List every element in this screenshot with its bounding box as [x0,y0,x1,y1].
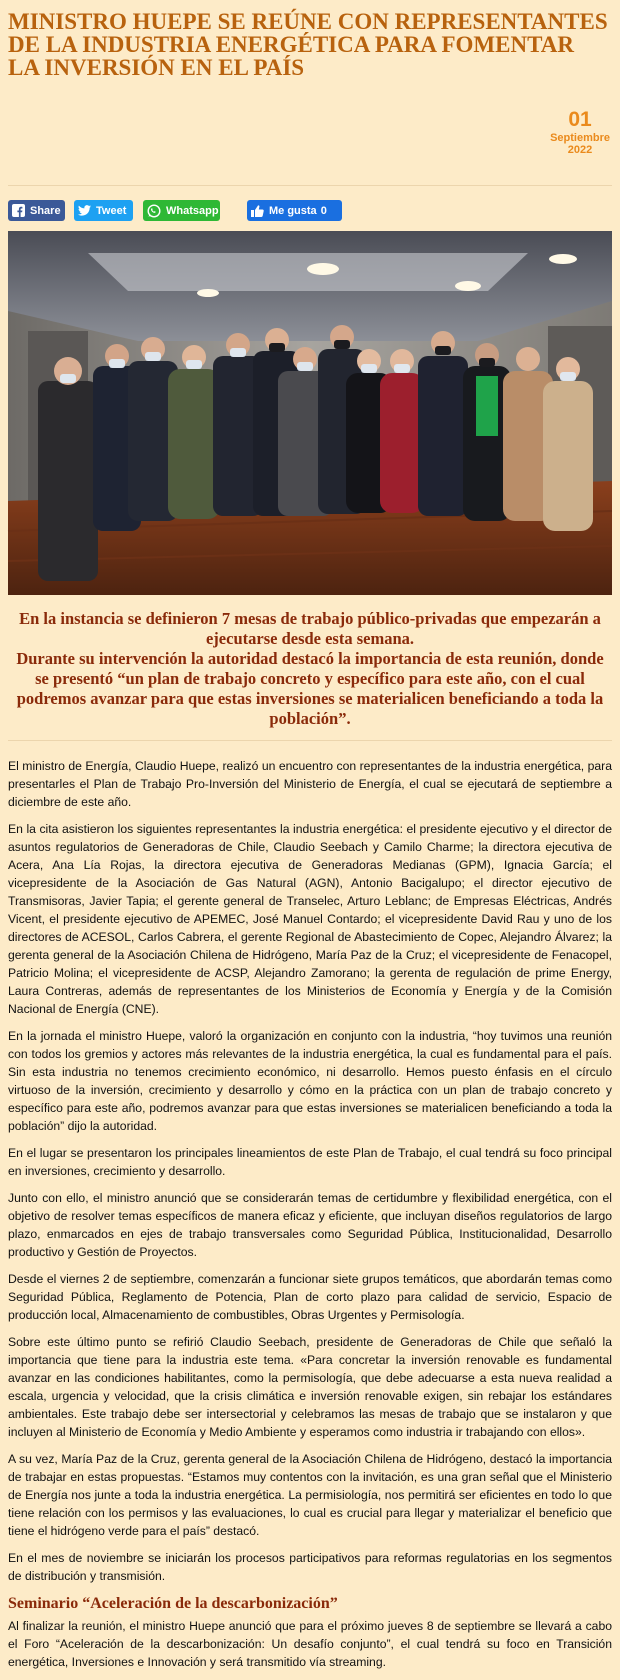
body-paragraph: El ministro de Energía, Claudio Huepe, realizó un encuentro con representantes de la industria energética, para presentarles el Plan de Trabajo Pro-Inversión del Ministerio de Energía, el cual se ejecutará de septiembre a diciembre de este año. [8,759,612,809]
like-label: Me gusta [269,204,317,217]
whatsapp-icon [147,204,161,218]
article-body [8,757,612,1680]
like-count: 0 [320,204,327,217]
lead-line-1: En la instancia se definieron 7 mesas de trabajo público-privadas que empezarán a ejecutarse desde esta semana. [19,609,601,648]
body-paragraph: Junto con ello, el ministro anunció que se considerarán temas de certidumbre y flexibilidad energética, con el objetivo de resolver temas específicos de manera eficaz y eficiente, que incluyan diseños regulatorios de largo plazo, enmarcados en ejes de trabajo transversales como Seguridad Pública, Institucionalidad, Desarrollo productivo y Gestión de Proyectos. [8,1191,612,1259]
thumbs-up-icon [251,205,264,217]
twitter-share-label: Tweet [96,204,127,217]
body-paragraph: Sobre este último punto se refirió Claudio Seebach, presidente de Generadoras de Chile que señaló la importancia que tiene para la industria este tema. «Para concretar la inversión renovable es fundamental avanzar en las condiciones habilitantes, como la permisología, que debe adecuarse a esta nueva realidad a escala, urgencia y velocidad, que la crisis climática e inversión renovable exigen, sin rebajar los estándares ambientales. Este trabajo debe ser intersectorial y celebramos las mesas de trabajo que se instalaron y que incluyen al Ministerio de Economía y Medio Ambiente y esperamos como industria ir trabajando con ellos». [8,1335,612,1439]
seminar-subheading: Seminario “Aceleración de la descarbonización” [8,1595,338,1612]
body-paragraph: A su vez, María Paz de la Cruz, gerenta general de la Asociación Chilena de Hidrógeno, destacó la importancia de trabajar en estas propuestas. “Estamos muy contentos con la invitación, es una gran señal que el Ministerio de Energía nos junte a toda la industria energética. La permisiología, nos permitirá ser eficientes en todo lo que tiene relación con los permisos y las evaluaciones, lo cual es crucial para llegar y materializar el beneficio que tiene el hidrógeno verde para el país” destacó. [8,1452,612,1538]
twitter-icon [78,205,91,216]
whatsapp-share-button[interactable] [143,200,220,221]
divider [8,740,612,741]
facebook-icon [12,204,25,217]
body-paragraph: Desde el viernes 2 de septiembre, comenzarán a funcionar siete grupos temáticos, que abordarán temas como Seguridad Pública, Reglamento de Potencia, Plan de corto plazo para calidad de servicio, Espacio de producción local, Almacenamiento de combustibles, Obras Urgentes y Permisología. [8,1272,612,1322]
body-paragraph: En la jornada el ministro Huepe, valoró la organización en conjunto con la industria, “hoy tuvimos una reunión con todos los gremios y actores más relevantes de la industria energética, la cual es fundamental para el país. Sin esta industria no tenemos crecimiento económico, ni desarrollo. Hemos puesto énfasis en el círculo virtuoso de la inversión, crecimiento y desarrollo y cómo en la práctica con un plan de trabajo concreto y específico para este año, podremos avanzar para que estas inversiones se materialicen beneficiando a toda la población” dijo la autoridad. [8,1029,612,1133]
group-photo [8,231,612,595]
body-paragraph: En el mes de noviembre se iniciarán los procesos participativos para reformas regulatorias en los segmentos de distribución y transmisión. [8,1551,612,1583]
closing-paragraph: Al finalizar la reunión, el ministro Huepe anunció que para el próximo jueves 8 de septiembre se llevará a cabo el Foro “Aceleración de la descarbonización: Un desafío conjunto”, el cual tendrá su foco en Transición energética, Inversiones e Innovación y será transmitido vía streaming. [8,1619,612,1669]
body-paragraph: En la cita asistieron los siguientes representantes la industria energética: el presidente ejecutivo y el director de asuntos regulatorios de Generadoras de Chile, Claudio Seebach y Camilo Charme; la directora ejecutiva de Acera, Ana Lía Rojas, la directora ejecutiva de Generadoras Medianas (GPM), Ignacia García; el vicepresidente de la Asociación de Gas Natural (AGN), Antonio Bacigalupo; el director ejecutivo de Transmisoras, Javier Tapia; el gerente general de Transelec, Arturo Leblanc; de Empresas Eléctricas, Andrés Vicent, el presidente ejecutivo de APEMEC, José Manuel Contardo; el vicepresidente David Rau y uno de los directores de ACESOL, Carlos Cabrera, el gerente Regional de Abastecimiento de Copec, Alejandro Álvarez; la gerenta general de la Asociación Chilena de Hidrógeno, María Paz de la Cruz; el vicepresidente de Fenacopel, Patricio Molina; el vicepresidente de ACSP, Alejandro Zamorano; la gerenta de regulación de prime Energy, Laura Contreras, además de representantes de los Ministerios de Economía y Energía y de la Comisión Nacional de Energía (CNE). [8,822,612,1016]
article-lead [8,609,612,729]
article-title: MINISTRO HUEPE SE REÚNE CON REPRESENTANTES DE LA INDUSTRIA ENERGÉTICA PARA FOMENTAR LA INVERSIÓN EN EL PAÍS [8,9,608,80]
article-date [550,108,610,156]
date-day: 01 [568,108,592,131]
divider [8,185,612,186]
twitter-share-button[interactable] [74,200,133,221]
facebook-share-label: Share [30,204,61,217]
like-button[interactable] [247,200,342,221]
date-year: 2022 [567,144,593,156]
body-paragraph: En el lugar se presentaron los principales lineamientos de este Plan de Trabajo, el cual tendrá su foco principal en inversiones, crecimiento y desarrollo. [8,1146,612,1178]
whatsapp-share-label: Whatsapp [166,204,219,217]
facebook-share-button[interactable] [8,200,65,221]
lead-line-2: Durante su intervención la autoridad destacó la importancia de esta reunión, donde se presentó “un plan de trabajo concreto y específico para este año, con el cual podremos avanzar para que estas inversiones se materialicen beneficiando a toda la población”. [16,649,604,728]
date-month: Septiembre [550,132,610,144]
